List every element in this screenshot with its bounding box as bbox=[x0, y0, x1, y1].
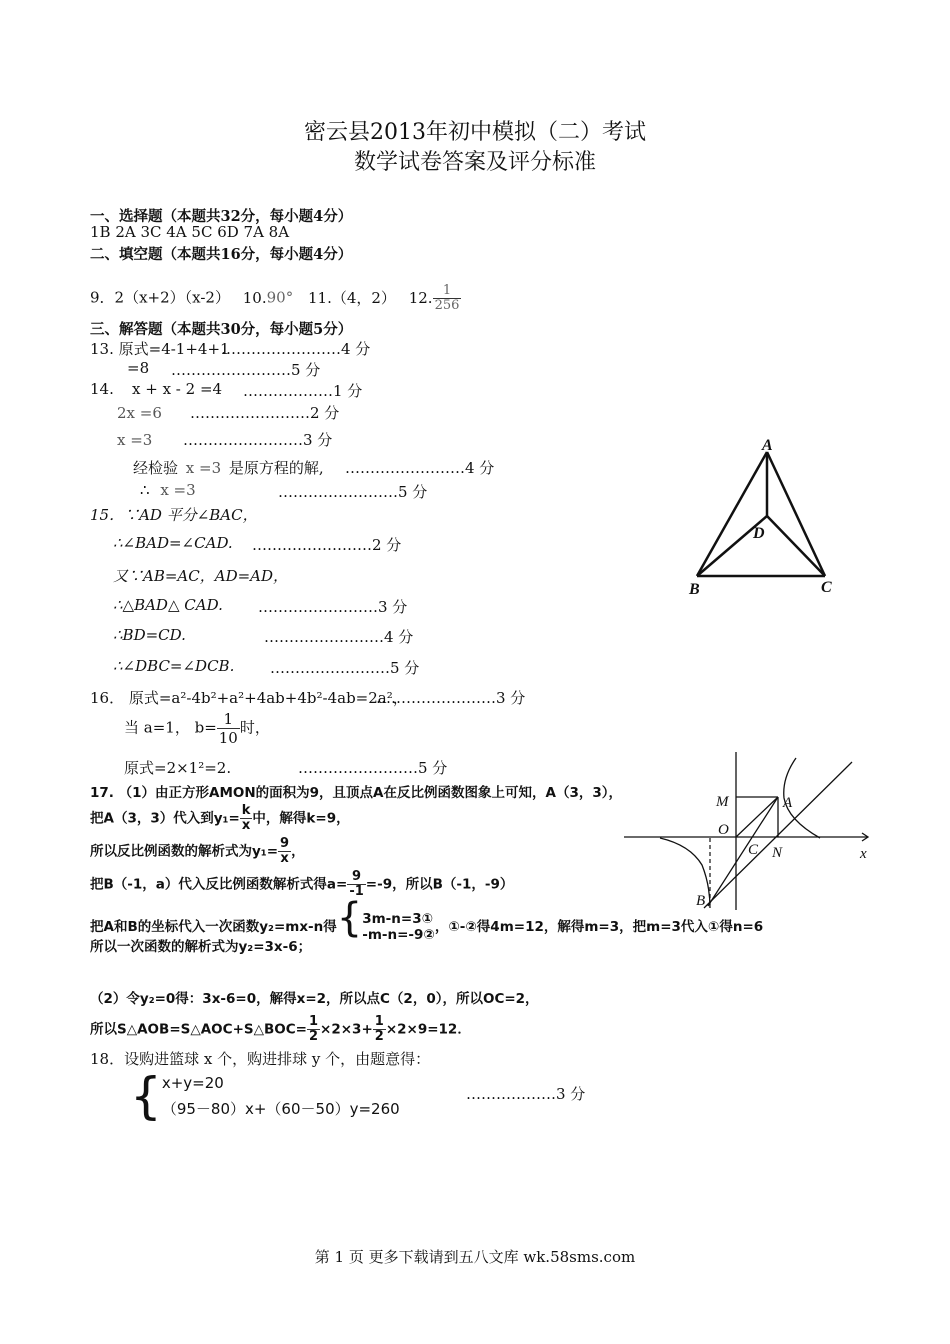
graph-label-x: x bbox=[860, 846, 867, 862]
q14-line3: x =3 bbox=[117, 431, 153, 449]
q17-system: 3m-n=3① -m-n=-9② bbox=[362, 911, 435, 943]
q16-line1: 16． 原式=a²-4b²+a²+4ab+4b²-4ab=2a²， bbox=[90, 689, 408, 707]
q17-line1: 17. （1）由正方形AMON的面积为9，且顶点A在反比例函数图象上可知，A（3，3）， bbox=[90, 785, 622, 801]
q17-line5: 把A和B的坐标代入一次函数y₂=mx-n得{ 3m-n=3① -m-n=-9② ，①-②得4m=12，解得m=3，把m=3代入①得n=6 bbox=[90, 895, 764, 943]
q9-answer: 9．2（x+2）（x-2） bbox=[90, 288, 230, 307]
graph-label-a: A bbox=[783, 795, 793, 811]
triangle-label-a: A bbox=[762, 437, 773, 454]
fill-answers bbox=[90, 284, 461, 313]
q15-line5: ∴BD=CD. bbox=[113, 626, 186, 644]
triangle-label-d: D bbox=[753, 525, 765, 542]
q10-answer: 90° bbox=[266, 288, 294, 307]
q16-line3: 原式=2×1²=2. bbox=[124, 759, 232, 777]
q17-line4: 把B（-1，a）代入反比例函数解析式得a= $\frac{9}{-1}$ =-9，所以B（-1，-9） bbox=[90, 869, 514, 899]
q18-line1: 18．设购进篮球 x 个，购进排球 y 个，由题意得： bbox=[90, 1050, 431, 1068]
q16-points1: ……………………3 分 bbox=[376, 689, 526, 707]
q15-points5: ……………………4 分 bbox=[264, 628, 414, 646]
triangle-label-b: B bbox=[689, 581, 700, 598]
q17-line8: 所以S△AOB=S△AOC+S△BOC= $\frac{1}{2}$ ×2×3+ $\frac{1}{2}$ ×2×9=12． bbox=[90, 1014, 471, 1044]
q14-points3: ……………………3 分 bbox=[183, 431, 333, 449]
q15-line3: 又∵AB=AC，AD=AD， bbox=[113, 567, 289, 585]
q17-line7: （2）令y₂=0得：3x-6=0，解得x=2，所以点C（2，0），所以OC=2， bbox=[90, 991, 539, 1007]
q18-equation2: （95－80）x+（60－50）y=260 bbox=[161, 1100, 400, 1118]
q18-equation1: x+y=20 bbox=[161, 1074, 224, 1092]
q18-system: { x+y=20 （95－80）x+（60－50）y=260 bbox=[130, 1067, 400, 1125]
section3-heading: 三、解答题（本题共30分，每小题5分） bbox=[90, 321, 353, 338]
graph-label-c: C bbox=[748, 842, 759, 858]
page-subtitle: 数学试卷答案及评分标准 bbox=[353, 150, 596, 175]
q17-a-fraction: $\frac{9}{-1}$ bbox=[349, 869, 364, 899]
page-footer: 第 1 页 更多下载请到五八文库 wk.58sms.com bbox=[314, 1248, 636, 1266]
q15-points4: ……………………3 分 bbox=[258, 598, 408, 616]
q14-conclusion: ∴ x =3 bbox=[140, 481, 196, 499]
graph-label-m: M bbox=[716, 794, 729, 810]
q16-line2: 当 a=1， b= $\frac{1}{10}$ 时， bbox=[124, 710, 270, 747]
q13-points2: ……………………5 分 bbox=[171, 361, 321, 379]
q11-answer: 11.（4，2） bbox=[307, 288, 396, 307]
q17-half-fraction-1: $\frac{1}{2}$ bbox=[308, 1014, 319, 1044]
q15-line4: ∴△BAD△ CAD. bbox=[113, 596, 223, 614]
q13-points1: ……………………4 分 bbox=[221, 340, 371, 358]
triangle-figure bbox=[680, 430, 850, 605]
q12-label: 12. bbox=[408, 288, 433, 307]
section1-answers: 1B 2A 3C 4A 5C 6D 7A 8A bbox=[90, 223, 290, 241]
coordinate-graph bbox=[620, 750, 880, 912]
section2-heading: 二、填空题（本题共16分，每小题4分） bbox=[90, 246, 353, 263]
q17-k-fraction: $\frac{k}{x}$ bbox=[241, 803, 251, 833]
q12-fraction: $\frac{1}{256}$ bbox=[434, 283, 460, 313]
q17-half-fraction-2: $\frac{1}{2}$ bbox=[374, 1014, 384, 1044]
page-title: 密云县2013年初中模拟（二）考试 bbox=[304, 120, 646, 145]
graph-label-o: O bbox=[718, 822, 729, 838]
q15-line1: 15．∵AD 平分∠BAC， bbox=[90, 506, 258, 524]
q15-line6: ∴∠DBC=∠DCB. bbox=[113, 657, 235, 675]
graph-label-n: N bbox=[772, 845, 783, 861]
q17-line3: 所以反比例函数的解析式为y₁= $\frac{9}{x}$ ， bbox=[90, 836, 305, 866]
q14-points2: ……………………2 分 bbox=[190, 404, 340, 422]
q18-points: ………………3 分 bbox=[466, 1085, 586, 1103]
q17-nine-fraction: $\frac{9}{x}$ bbox=[280, 836, 290, 866]
q15-points2: ……………………2 分 bbox=[252, 536, 402, 554]
q17-line2: 把A（3，3）代入到y₁= $\frac{k}{x}$ 中，解得k=9， bbox=[90, 803, 350, 833]
q17-line6: 所以一次函数的解析式为y₂=3x-6； bbox=[90, 939, 312, 955]
q14-points5: ……………………5 分 bbox=[278, 483, 428, 501]
q15-points6: ……………………5 分 bbox=[270, 659, 420, 677]
q14-points1: ………………1 分 bbox=[243, 382, 363, 400]
q14-line2: 2x =6 bbox=[117, 404, 162, 422]
q15-line2: ∴∠BAD=∠CAD. bbox=[113, 534, 233, 552]
triangle-label-c: C bbox=[821, 579, 832, 596]
q14-equation: x + x - 2 =4 bbox=[132, 380, 223, 398]
graph-label-b: B bbox=[696, 893, 706, 909]
q13-line1: 13. 原式=4-1+4+1 bbox=[90, 340, 230, 358]
q16-fraction: $\frac{1}{10}$ bbox=[218, 710, 238, 747]
q14-check: 经检验 x =3 是原方程的解, bbox=[133, 459, 324, 477]
section1-heading: 一、选择题（本题共32分，每小题4分） bbox=[90, 208, 353, 225]
q13-line2: =8 bbox=[127, 359, 150, 377]
q16-points3: ……………………5 分 bbox=[298, 759, 448, 777]
q14-points4: ……………………4 分 bbox=[345, 459, 495, 477]
q14-number: 14. bbox=[90, 380, 114, 398]
q10-label: 10. bbox=[242, 288, 267, 307]
